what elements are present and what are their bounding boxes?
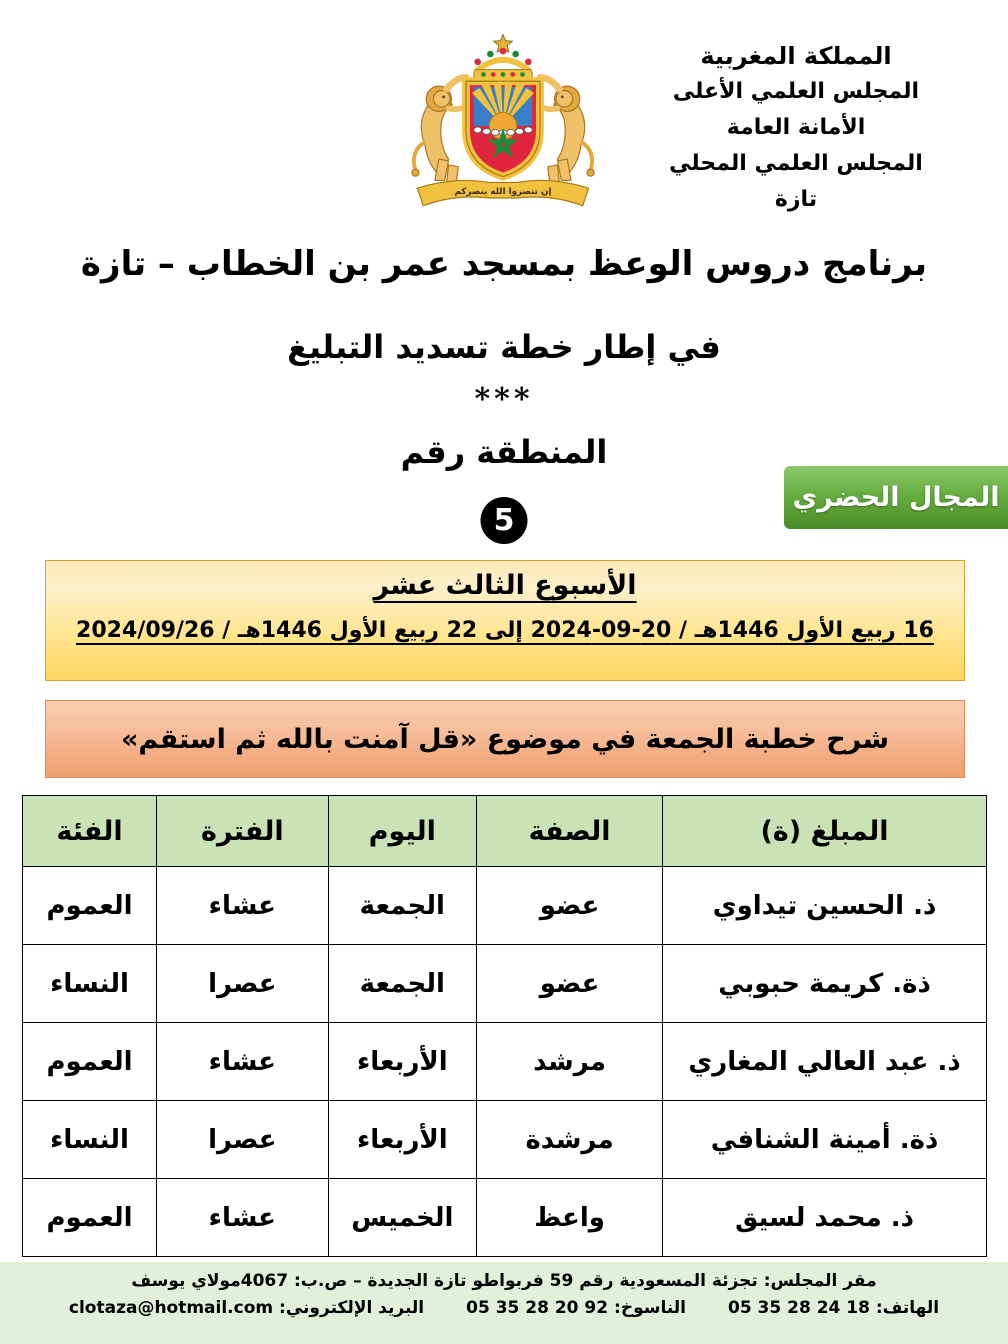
footer-bar (0, 1262, 1008, 1344)
phone-number: 05 35 28 24 18 (727, 1298, 870, 1318)
page-title: برنامج دروس الوعظ بمسجد عمر بن الخطاب – تازة (80, 244, 928, 284)
column-header-role: الصفة (477, 796, 663, 867)
phone-label: الهاتف: (875, 1298, 940, 1318)
table-header-row (23, 796, 987, 867)
column-header-preacher: المبلغ (ة) (663, 796, 987, 867)
org-line-city: تازة (774, 187, 818, 212)
cell-role: مرشد (477, 1023, 663, 1101)
cell-day: الجمعة (328, 945, 476, 1023)
shield-icon (466, 81, 540, 176)
org-line-supreme-council: المجلس العلمي الأعلى (672, 79, 920, 104)
cell-period: عشاء (157, 1179, 329, 1257)
org-header (606, 38, 986, 218)
org-line-secretariat: الأمانة العامة (726, 115, 866, 140)
cell-period: عشاء (157, 867, 329, 945)
table-row (23, 1023, 987, 1101)
cell-role: عضو (477, 945, 663, 1023)
org-line-local-council: المجلس العلمي المحلي (669, 151, 923, 176)
cell-preacher: ذة. كريمة حبوبي (663, 945, 987, 1023)
cell-preacher: ذ. الحسين تيداوي (663, 867, 987, 945)
banner-motto: إن تنصروا الله ينصركم (454, 187, 552, 198)
cell-period: عشاء (157, 1023, 329, 1101)
cell-period: عصرا (157, 945, 329, 1023)
footer-contacts (0, 1298, 1008, 1318)
column-header-day: اليوم (328, 796, 476, 867)
zone-number-badge: 5 (481, 497, 528, 544)
cell-period: عصرا (157, 1101, 329, 1179)
sermon-topic-text: شرح خطبة الجمعة في موضوع «قل آمنت بالله ثم استقم» (120, 723, 890, 755)
council-address: مقر المجلس: تجزئة المسعودية رقم 59 فربواطو تازة الجديدة – ص.ب: 4067مولاي يوسف (131, 1271, 877, 1291)
schedule-table (22, 795, 987, 1257)
cell-role: مرشدة (477, 1101, 663, 1179)
cell-role: عضو (477, 867, 663, 945)
sermon-topic-box (45, 700, 965, 778)
fax-entry (466, 1298, 686, 1318)
cell-preacher: ذة. أمينة الشنافي (663, 1101, 987, 1179)
cell-category: العموم (23, 867, 157, 945)
week-date-range: 16 ربيع الأول 1446هـ / 20-09-2024 إلى 22 ربيع الأول 1446هـ / 2024/09/26 (76, 618, 934, 643)
column-header-category: الفئة (23, 796, 157, 867)
cell-category: العموم (23, 1179, 157, 1257)
page-subtitle: في إطار خطة تسديد التبليغ (287, 328, 721, 366)
cell-role: واعظ (477, 1179, 663, 1257)
cell-preacher: ذ. محمد لسيق (663, 1179, 987, 1257)
cell-day: الخميس (328, 1179, 476, 1257)
crown-icon (474, 48, 532, 80)
table-row (23, 1179, 987, 1257)
column-header-period: الفترة (157, 796, 329, 867)
cell-day: الجمعة (328, 867, 476, 945)
banner-ribbon-icon (417, 180, 588, 205)
cell-day: الأربعاء (328, 1023, 476, 1101)
stars-separator: *** (474, 382, 534, 417)
phone-entry (728, 1298, 939, 1318)
lion-right-icon (540, 77, 594, 182)
email-label: البريد الإلكتروني: (279, 1298, 425, 1318)
week-box (45, 560, 965, 681)
fax-label: الناسوخ: (614, 1298, 686, 1318)
coat-of-arms-svg (396, 28, 610, 224)
email-entry (69, 1298, 424, 1318)
lion-left-icon (412, 77, 466, 182)
fax-number: 05 35 28 20 92 (466, 1298, 609, 1318)
table-row (23, 945, 987, 1023)
zone-label: المنطقة رقم (400, 433, 608, 471)
cell-category: النساء (23, 1101, 157, 1179)
table-row (23, 1101, 987, 1179)
cell-category: العموم (23, 1023, 157, 1101)
cell-preacher: ذ. عبد العالي المغاري (663, 1023, 987, 1101)
org-line-kingdom: المملكة المغربية (700, 42, 892, 70)
week-title: الأسبوع الثالث عشر (373, 570, 637, 601)
email-address: clotaza@hotmail.com (68, 1298, 274, 1318)
cell-day: الأربعاء (328, 1101, 476, 1179)
urban-domain-badge: المجال الحضري (784, 466, 1008, 529)
coat-of-arms-icon (396, 28, 610, 224)
table-row (23, 867, 987, 945)
cell-category: النساء (23, 945, 157, 1023)
